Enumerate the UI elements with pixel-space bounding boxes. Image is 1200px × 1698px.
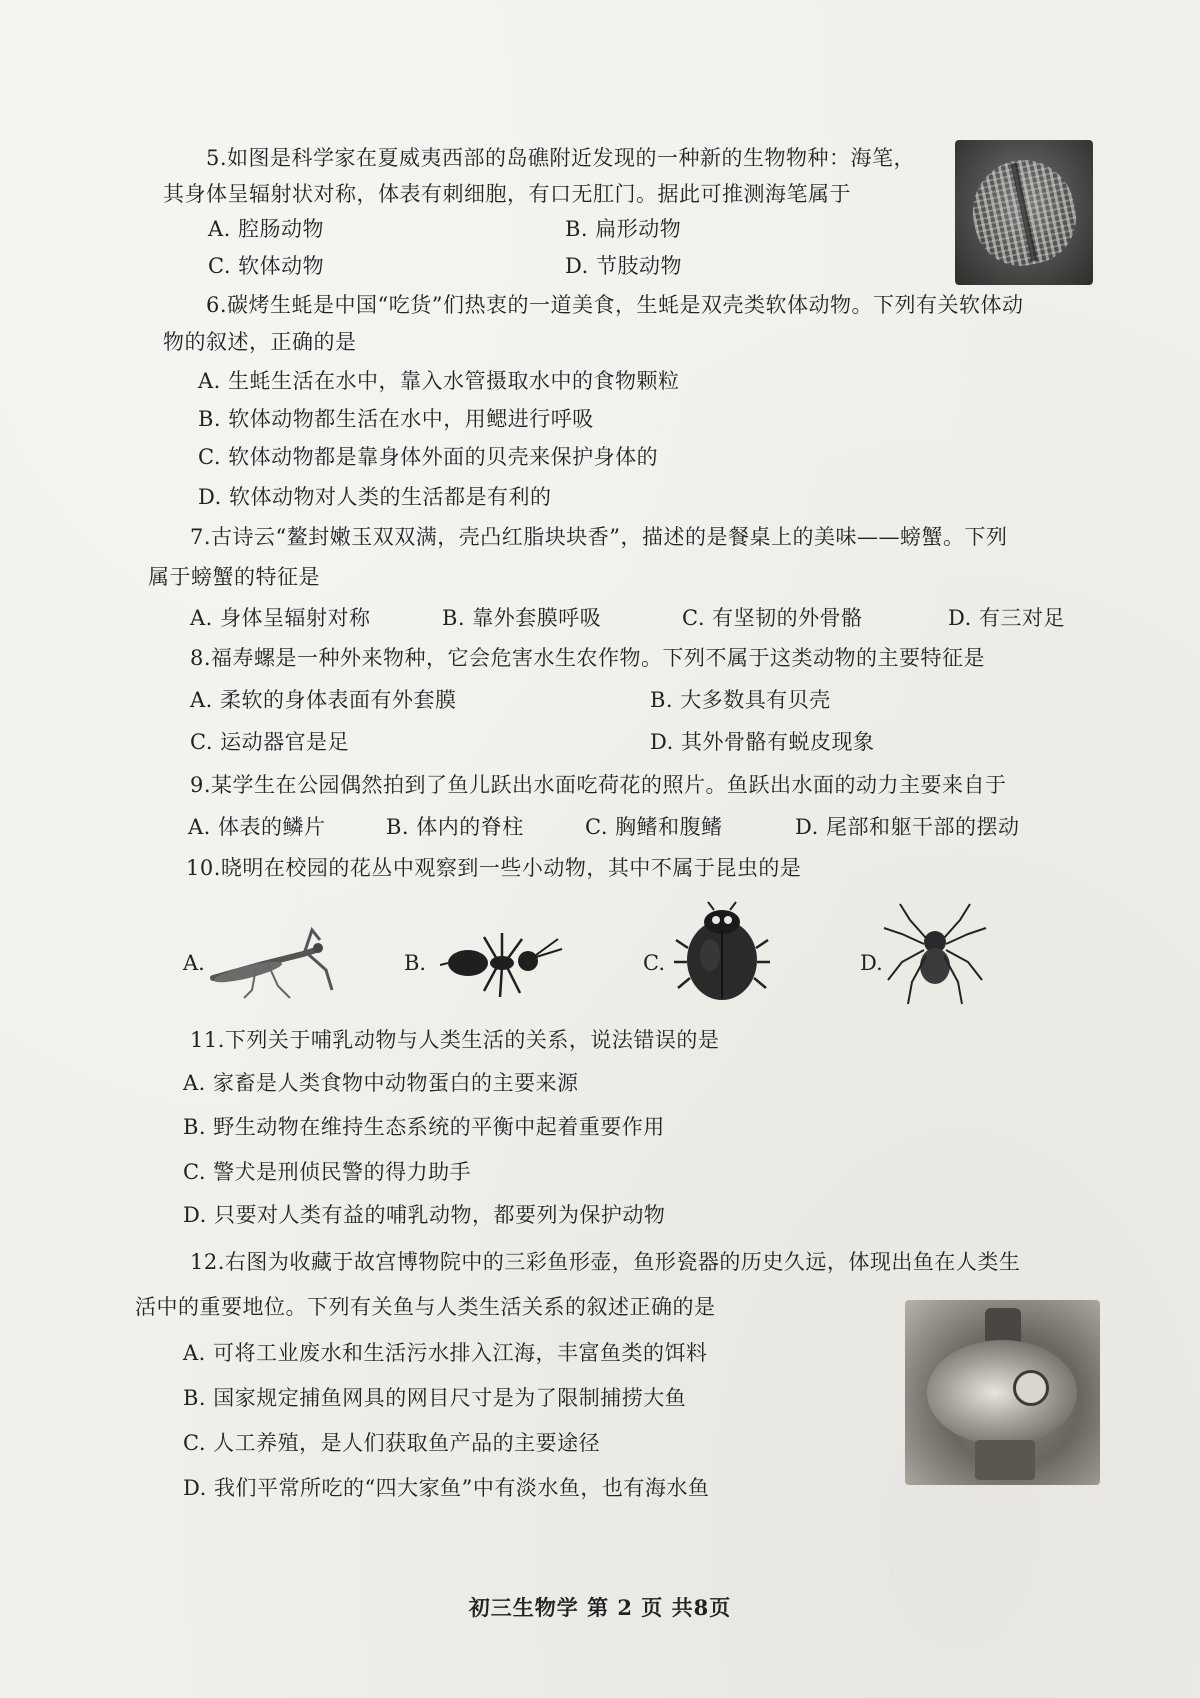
- q6-option-b: B. 软体动物都生活在水中，用鳃进行呼吸: [198, 407, 594, 431]
- q9-option-d: D. 尾部和躯干部的摆动: [795, 815, 1020, 839]
- q5-option-a: A. 腔肠动物: [208, 217, 325, 241]
- q12-line1: 12.右图为收藏于故宫博物院中的三彩鱼形壶，鱼形瓷器的历史久远，体现出鱼在人类生: [190, 1250, 1021, 1274]
- ladybug-icon: [672, 900, 772, 1005]
- fish-shaped-pot-photo: [905, 1300, 1100, 1485]
- q12-option-b: B. 国家规定捕鱼网具的网目尺寸是为了限制捕捞大鱼: [183, 1386, 687, 1410]
- q5-option-d: D. 节肢动物: [565, 254, 682, 278]
- q11-line1: 11.下列关于哺乳动物与人类生活的关系，说法错误的是: [190, 1028, 720, 1052]
- q10-label-c: C.: [643, 951, 665, 975]
- q12-option-d: D. 我们平常所吃的“四大家鱼”中有淡水鱼，也有海水鱼: [183, 1476, 710, 1500]
- q6-line1: 6.碳烤生蚝是中国“吃货”们热衷的一道美食，生蚝是双壳类软体动物。下列有关软体动: [206, 293, 1024, 317]
- q11-option-c: C. 警犬是刑侦民警的得力助手: [183, 1160, 472, 1184]
- page-footer: 初三生物学 第 2 页 共8页: [468, 1595, 732, 1620]
- q10-label-a: A.: [183, 951, 205, 975]
- ant-icon: [440, 925, 570, 1005]
- q6-option-d: D. 软体动物对人类的生活都是有利的: [198, 485, 552, 509]
- q7-option-b: B. 靠外套膜呼吸: [442, 606, 602, 630]
- q7-option-c: C. 有坚韧的外骨骼: [682, 606, 863, 630]
- q5-option-b: B. 扁形动物: [565, 217, 682, 241]
- q6-option-c: C. 软体动物都是靠身体外面的贝壳来保护身体的: [198, 445, 659, 469]
- q5-option-c: C. 软体动物: [208, 254, 325, 278]
- q10-label-d: D.: [860, 951, 883, 975]
- q9-line1: 9.某学生在公园偶然拍到了鱼儿跃出水面吃荷花的照片。鱼跃出水面的动力主要来自于: [190, 773, 1007, 797]
- q9-option-c: C. 胸鳍和腹鳍: [585, 815, 723, 839]
- q6-line2: 物的叙述，正确的是: [163, 330, 357, 354]
- q7-line1: 7.古诗云“鳌封嫩玉双双满，壳凸红脂块块香”，描述的是餐桌上的美味——螃蟹。下列: [190, 525, 1008, 549]
- mantis-icon: [208, 920, 338, 1000]
- q8-option-b: B. 大多数具有贝壳: [650, 688, 831, 712]
- q12-option-a: A. 可将工业废水和生活污水排入江海，丰富鱼类的饵料: [183, 1341, 708, 1365]
- q9-option-b: B. 体内的脊柱: [386, 815, 524, 839]
- q6-option-a: A. 生蚝生活在水中，靠入水管摄取水中的食物颗粒: [198, 369, 680, 393]
- q8-line1: 8.福寿螺是一种外来物种，它会危害水生农作物。下列不属于这类动物的主要特征是: [190, 646, 986, 670]
- q7-line2: 属于螃蟹的特征是: [148, 565, 320, 589]
- q10-line1: 10.晓明在校园的花丛中观察到一些小动物，其中不属于昆虫的是: [186, 856, 802, 880]
- q11-option-b: B. 野生动物在维持生态系统的平衡中起着重要作用: [183, 1115, 665, 1139]
- q7-option-a: A. 身体呈辐射对称: [190, 606, 371, 630]
- q7-option-d: D. 有三对足: [948, 606, 1065, 630]
- q8-option-c: C. 运动器官是足: [190, 730, 350, 754]
- spider-icon: [880, 900, 990, 1010]
- q11-option-a: A. 家畜是人类食物中动物蛋白的主要来源: [183, 1071, 579, 1095]
- q11-option-d: D. 只要对人类有益的哺乳动物，都要列为保护动物: [183, 1203, 666, 1227]
- q8-option-a: A. 柔软的身体表面有外套膜: [190, 688, 457, 712]
- q12-option-c: C. 人工养殖，是人们获取鱼产品的主要途径: [183, 1431, 601, 1455]
- q10-label-b: B.: [404, 951, 427, 975]
- q8-option-d: D. 其外骨骼有蜕皮现象: [650, 730, 875, 754]
- q9-option-a: A. 体表的鳞片: [188, 815, 326, 839]
- q5-line2: 其身体呈辐射状对称，体表有刺细胞，有口无肛门。据此可推测海笔属于: [163, 182, 851, 206]
- q5-line1: 5.如图是科学家在夏威夷西部的岛礁附近发现的一种新的生物物种：海笔，: [206, 146, 916, 170]
- sea-pen-photo: [955, 140, 1093, 285]
- q12-line2: 活中的重要地位。下列有关鱼与人类生活关系的叙述正确的是: [135, 1295, 716, 1319]
